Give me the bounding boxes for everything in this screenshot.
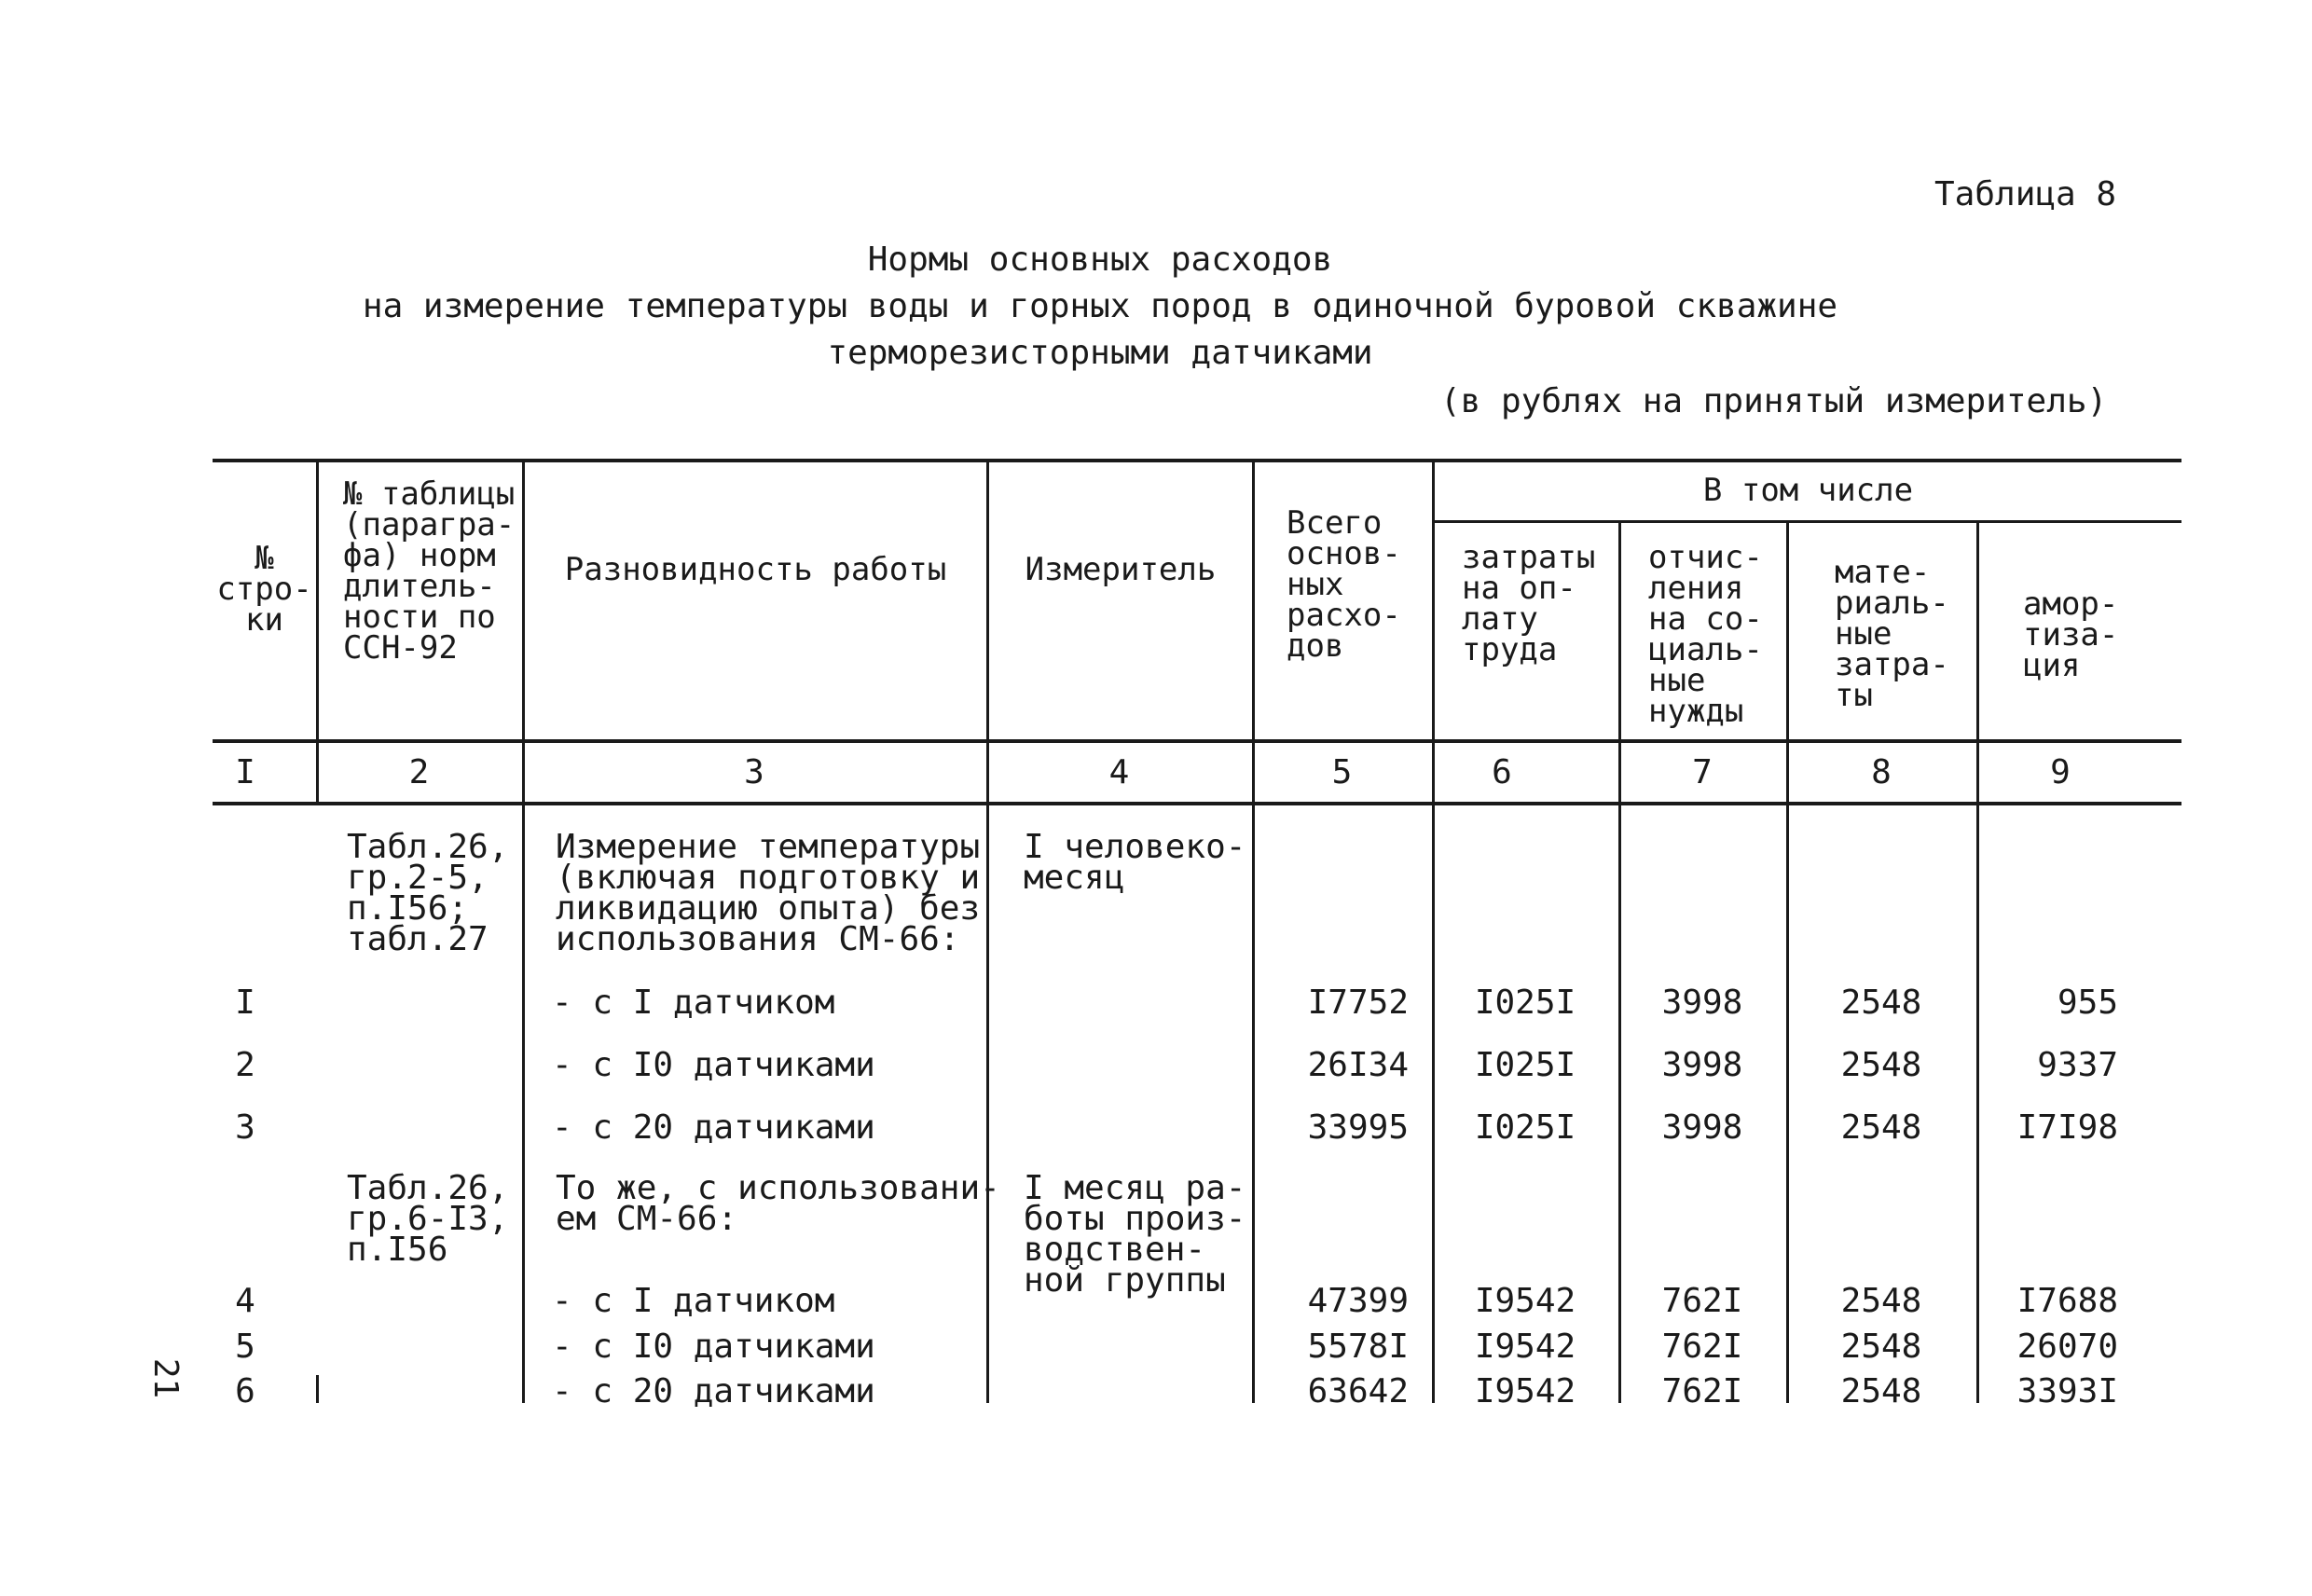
column-number: 7 <box>1692 753 1713 791</box>
row-number: I <box>235 984 255 1022</box>
header-col6: затраты на оп- лату труда <box>1462 539 1596 668</box>
title-line-3: терморезисторными датчиками <box>827 334 1373 372</box>
group-header-rule <box>1434 520 2181 523</box>
row-material: 2548 <box>1840 1372 1922 1410</box>
row-work: - с I0 датчиками <box>552 1046 875 1084</box>
column-number: 5 <box>1331 753 1353 791</box>
header-col2: № таблицы (парагра- фа) норм длитель- ности по ССН-92 <box>343 475 516 667</box>
row-amort: 955 <box>2057 984 2118 1022</box>
group-1-unit: I человеко- месяц <box>1024 828 1246 897</box>
column-number: I <box>235 753 255 791</box>
header-col1: № стро- ки <box>216 540 312 639</box>
row-labor: I9542 <box>1474 1282 1576 1320</box>
row-work: - с 20 датчиками <box>552 1108 875 1147</box>
row-number: 5 <box>235 1328 255 1366</box>
row-material: 2548 <box>1840 1046 1922 1084</box>
row-labor: I9542 <box>1474 1328 1576 1366</box>
column-number: 8 <box>1871 753 1892 791</box>
header-col5: Всего основ- ных расхо- дов <box>1287 504 1401 665</box>
row-work: - с 20 датчиками <box>552 1372 875 1410</box>
header-col8: мате- риаль- ные затра- ты <box>1835 554 1949 714</box>
header-bottom-rule <box>213 739 2181 743</box>
header-col3: Разновидность работы <box>564 551 947 588</box>
row-total: I7752 <box>1307 984 1409 1022</box>
row-number: 2 <box>235 1046 255 1084</box>
row-labor: I025I <box>1474 984 1576 1022</box>
title-line-1: Нормы основных расходов <box>867 241 1333 279</box>
column-number: 2 <box>408 753 430 791</box>
row-total: 47399 <box>1307 1282 1409 1320</box>
col-divider-3 <box>986 459 989 1403</box>
row-amort: 3393I <box>2016 1372 2118 1410</box>
row-social: 762I <box>1661 1372 1743 1410</box>
header-col7: отчис- ления на со- циаль- ные нужды <box>1648 539 1763 730</box>
table-label: Таблица 8 <box>1934 175 2117 213</box>
header-group: В том числе <box>1702 472 1914 509</box>
col-divider-1-bottom <box>316 1375 319 1403</box>
row-amort: 9337 <box>2037 1046 2118 1084</box>
column-number: 3 <box>744 753 764 791</box>
column-number: 4 <box>1108 753 1130 791</box>
row-material: 2548 <box>1840 1282 1922 1320</box>
col-divider-5 <box>1432 459 1435 1403</box>
col-divider-4 <box>1252 459 1255 1403</box>
row-amort: I7688 <box>2016 1282 2118 1320</box>
column-number: 6 <box>1492 753 1512 791</box>
row-work: - с I0 датчиками <box>552 1328 875 1366</box>
col-divider-6 <box>1618 520 1621 1403</box>
row-material: 2548 <box>1840 984 1922 1022</box>
group-1-ref: Табл.26, гр.2-5, п.I56; табл.27 <box>347 828 509 958</box>
row-total: 33995 <box>1307 1108 1409 1147</box>
row-number: 4 <box>235 1282 255 1320</box>
row-labor: I9542 <box>1474 1372 1576 1410</box>
row-amort: I7I98 <box>2016 1108 2118 1147</box>
row-social: 3998 <box>1661 984 1743 1022</box>
table-top-rule <box>213 459 2181 462</box>
row-labor: I025I <box>1474 1046 1576 1084</box>
row-amort: 26070 <box>2016 1328 2118 1366</box>
col-divider-7 <box>1786 520 1789 1403</box>
row-total: 5578I <box>1307 1328 1409 1366</box>
column-number: 9 <box>2050 753 2071 791</box>
header-col4: Измеритель <box>1025 551 1217 588</box>
col-divider-2 <box>522 459 525 1403</box>
col-divider-8 <box>1976 520 1979 1403</box>
header-col9: амор- тиза- ция <box>2023 585 2119 684</box>
page-number: 21 <box>146 1357 186 1399</box>
row-work: - с I датчиком <box>552 1282 835 1320</box>
row-social: 762I <box>1661 1282 1743 1320</box>
row-social: 3998 <box>1661 1108 1743 1147</box>
row-total: 26I34 <box>1307 1046 1409 1084</box>
title-line-2: на измерение температуры воды и горных пород в одиночной буровой скважине <box>362 287 1838 325</box>
row-social: 762I <box>1661 1328 1743 1366</box>
group-2-ref: Табл.26, гр.6-I3, п.I56 <box>347 1169 509 1269</box>
row-number: 3 <box>235 1108 255 1147</box>
group-2-description: То же, с использовани- ем СМ-66: <box>556 1169 1000 1238</box>
units-note: (в рублях на принятый измеритель) <box>1440 382 2108 420</box>
row-labor: I025I <box>1474 1108 1576 1147</box>
group-1-description: Измерение температуры (включая подготовку и ликвидацию опыта) без использования СМ-66: <box>556 828 981 958</box>
row-number: 6 <box>235 1372 255 1410</box>
row-material: 2548 <box>1840 1108 1922 1147</box>
row-material: 2548 <box>1840 1328 1922 1366</box>
group-2-unit: I месяц ра- боты произ- водствен- ной группы <box>1024 1169 1246 1300</box>
row-social: 3998 <box>1661 1046 1743 1084</box>
row-work: - с I датчиком <box>552 984 835 1022</box>
column-numbers-rule <box>213 802 2181 805</box>
row-total: 63642 <box>1307 1372 1409 1410</box>
